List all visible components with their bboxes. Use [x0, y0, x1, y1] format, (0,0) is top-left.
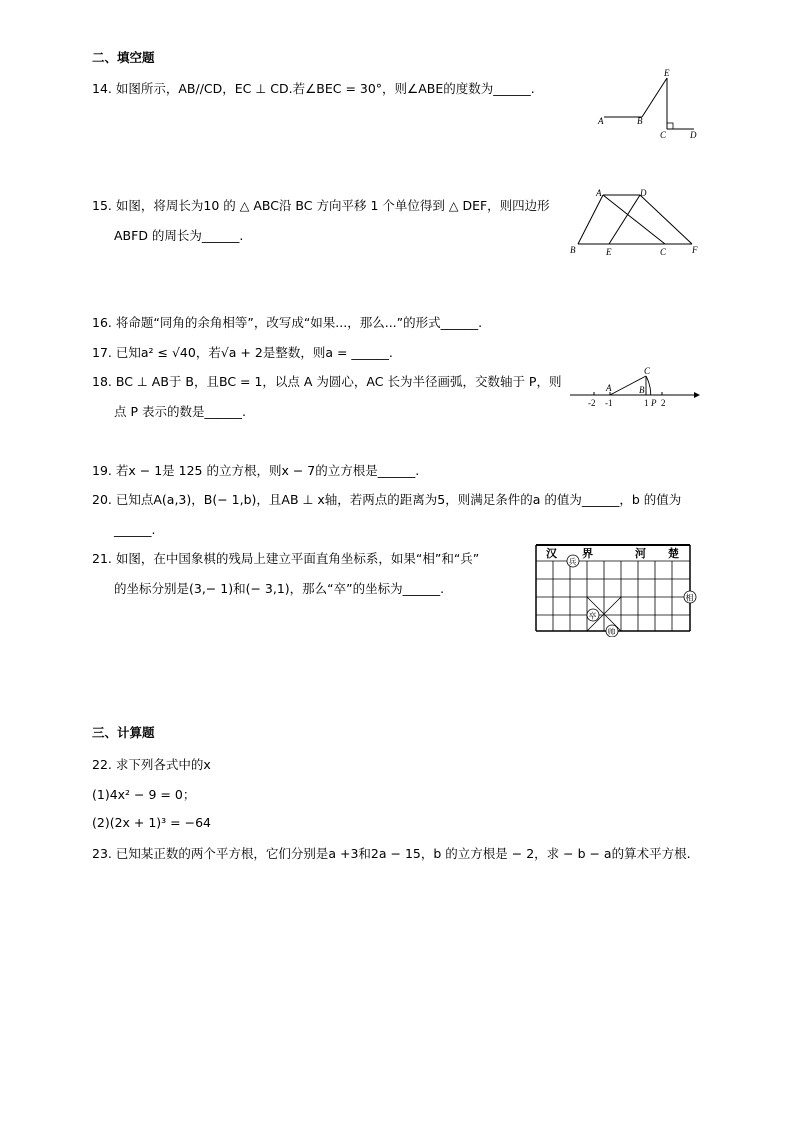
figure-q21-chess-board [532, 541, 702, 637]
label-D: D [640, 188, 647, 198]
question-23 [92, 846, 691, 862]
label-F: F [692, 245, 698, 255]
question-text-line1: BC ⊥ AB于 B，且BC = 1，以点 A 为圆心，AC 长为半径画弧，交数轴于 P，则 [115, 374, 562, 389]
question-20 [92, 492, 681, 508]
label-A: A [596, 188, 602, 198]
question-text: 求下列各式中的x [115, 757, 211, 772]
question-number: 15. [92, 198, 112, 213]
piece-zu: 卒 [588, 611, 597, 621]
question-15-line2: ABFD 的周长为______. [114, 228, 244, 243]
tick-label-minus1: -1 [605, 398, 613, 408]
question-number: 19. [92, 463, 112, 478]
question-number: 21. [92, 551, 112, 566]
question-14 [92, 81, 535, 97]
piece-shuai: 帅 [607, 627, 616, 637]
figure-q14 [592, 66, 702, 142]
question-text: 已知某正数的两个平方根，它们分别是a +3和2a − 15，b 的立方根是 − 2，求 − b − a的算术平方根. [115, 846, 691, 861]
piece-bing: 兵 [568, 557, 577, 567]
label-E: E [664, 68, 670, 78]
label-B: B [639, 385, 645, 395]
label-B: B [637, 116, 643, 126]
label-A: A [598, 116, 604, 126]
question-number: 22. [92, 757, 112, 772]
question-text-line1: 已知点A(a,3)，B(− 1,b)，且AB ⊥ x轴，若两点的距离为5，则满足条件的a 的值为______，b 的值为 [115, 492, 682, 507]
question-text: 将命题“同角的余角相等”，改写成“如果...，那么...”的形式______. [115, 315, 483, 330]
question-21 [92, 551, 479, 567]
label-E: E [606, 247, 612, 257]
question-15 [92, 198, 550, 214]
label-A: A [606, 383, 612, 393]
river-text-chu: 楚 [668, 548, 679, 560]
question-number: 23. [92, 846, 112, 861]
question-text: 若x − 1是 125 的立方根，则x − 7的立方根是______. [115, 463, 420, 478]
river-text-jie: 界 [582, 548, 593, 560]
question-number: 18. [92, 374, 112, 389]
question-number: 17. [92, 345, 112, 360]
section-title-fill-in: 二、填空题 [92, 50, 155, 65]
question-22 [92, 757, 211, 773]
question-text: 如图所示，AB//CD，EC ⊥ CD.若∠BEC = 30°，则∠ABE的度数为______. [115, 81, 535, 96]
tick-label-2: 2 [661, 398, 666, 408]
question-20-line2: ______. [114, 522, 156, 537]
question-text-line1: 如图，将周长为10 的 △ ABC沿 BC 方向平移 1 个单位得到 △ DEF，则四边形 [115, 198, 550, 213]
question-19 [92, 463, 419, 479]
label-D: D [690, 130, 697, 140]
label-C: C [660, 247, 667, 257]
question-18 [92, 374, 561, 390]
river-text-he: 河 [635, 548, 646, 560]
question-22-sub1: (1)4x² − 9 = 0； [92, 787, 196, 802]
question-text-line1: 如图，在中国象棋的残局上建立平面直角坐标系，如果“相”和“兵” [115, 551, 480, 566]
question-17 [92, 345, 393, 361]
question-16 [92, 315, 482, 331]
question-number: 16. [92, 315, 112, 330]
question-21-line2: 的坐标分别是(3,− 1)和(− 3,1)，那么“卒”的坐标为______. [114, 581, 445, 596]
label-C: C [644, 366, 651, 376]
figure-q18-number-line [566, 362, 700, 412]
label-P: P [651, 398, 657, 408]
question-text: 已知a² ≤ √40，若√a + 2是整数，则a = ______. [115, 345, 393, 360]
figure-q15 [566, 186, 700, 258]
piece-xiang: 相 [685, 593, 694, 603]
question-number: 20. [92, 492, 112, 507]
tick-label-minus2: -2 [588, 398, 596, 408]
question-number: 14. [92, 81, 112, 96]
tick-label-1: 1 [644, 398, 649, 408]
label-B: B [570, 245, 576, 255]
section-title-calculation: 三、计算题 [92, 725, 155, 740]
label-C: C [660, 130, 667, 140]
question-18-line2: 点 P 表示的数是______. [114, 404, 246, 419]
river-text-han: 汉 [546, 548, 557, 560]
question-22-sub2: (2)(2x + 1)³ = −64 [92, 815, 211, 830]
